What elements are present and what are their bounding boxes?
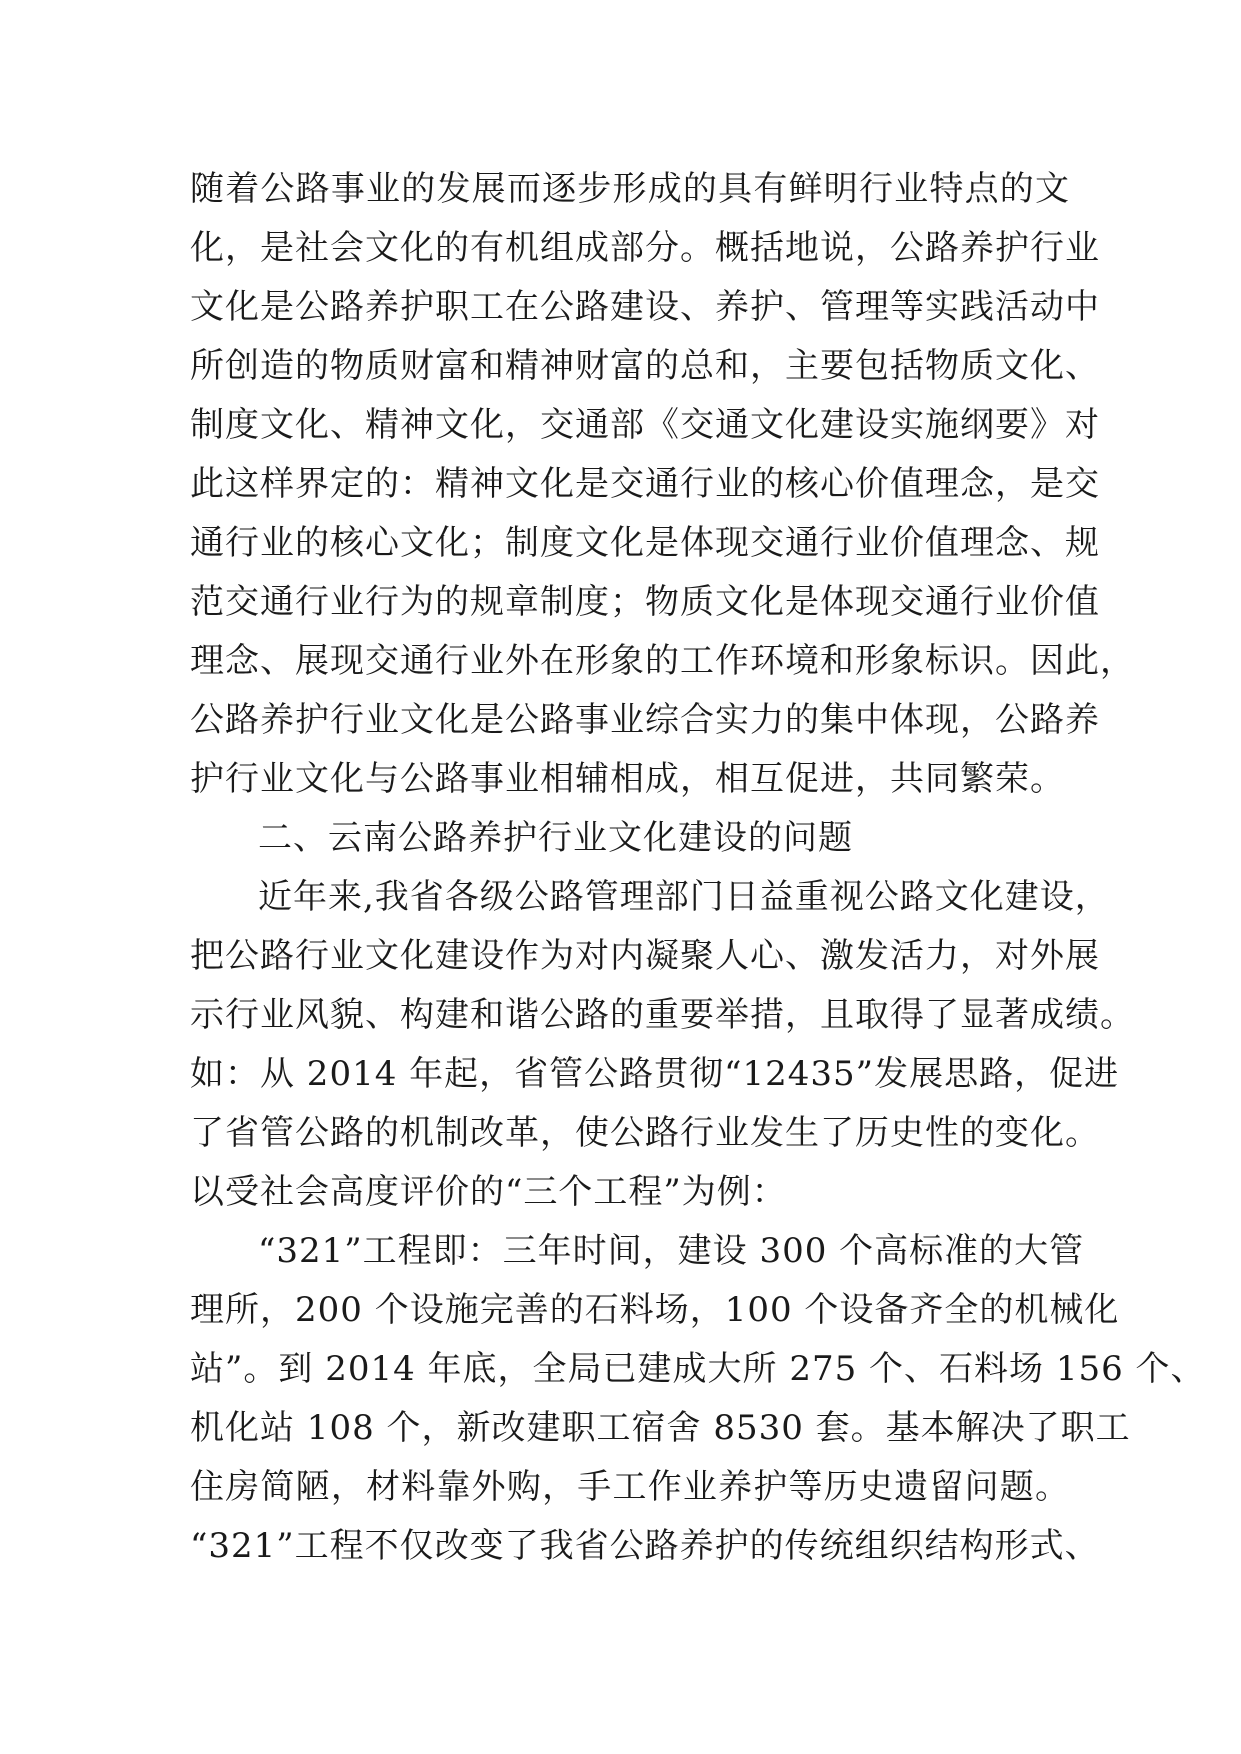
text-line: 文化是公路养护职工在公路建设、养护、管理等实践活动中 [190, 287, 1100, 327]
text-line: 理所，200 个设施完善的石料场，100 个设备齐全的机械化 [190, 1290, 1120, 1330]
text-line: 公路养护行业文化是公路事业综合实力的集中体现，公路养 [190, 700, 1100, 740]
text-line: 以受社会高度评价的“三个工程”为例： [190, 1172, 787, 1212]
text-line: 示行业风貌、构建和谐公路的重要举措，且取得了显著成绩。 [190, 995, 1135, 1035]
section-heading: 二、云南公路养护行业文化建设的问题 [258, 818, 853, 858]
text-line: 机化站 108 个，新改建职工宿舍 8530 套。基本解决了职工 [190, 1408, 1131, 1448]
text-line: 了省管公路的机制改革，使公路行业发生了历史性的变化。 [190, 1113, 1100, 1153]
text-line: 此这样界定的：精神文化是交通行业的核心价值理念，是交 [190, 464, 1100, 504]
text-line: 通行业的核心文化；制度文化是体现交通行业价值理念、规 [190, 523, 1100, 563]
text-line: 制度文化、精神文化，交通部《交通文化建设实施纲要》对 [190, 405, 1100, 445]
text-line: 把公路行业文化建设作为对内凝聚人心、激发活力，对外展 [190, 936, 1100, 976]
text-line: 化，是社会文化的有机组成部分。概括地说，公路养护行业 [190, 228, 1100, 268]
text-line: 理念、展现交通行业外在形象的工作环境和形象标识。因此， [190, 641, 1135, 681]
text-line: “321”工程即：三年时间，建设 300 个高标准的大管 [258, 1231, 1085, 1271]
text-line: 范交通行业行为的规章制度；物质文化是体现交通行业价值 [190, 582, 1100, 622]
text-line: 住房简陋，材料靠外购，手工作业养护等历史遗留问题。 [190, 1467, 1070, 1507]
body-text [190, 160, 1206, 1576]
text-line: 如：从 2014 年起，省管公路贯彻“12435”发展思路，促进 [190, 1054, 1120, 1094]
text-line: 站”。到 2014 年底，全局已建成大所 275 个、石料场 156 个、 [190, 1349, 1206, 1389]
text-line: 随着公路事业的发展而逐步形成的具有鲜明行业特点的文 [190, 169, 1070, 209]
text-line: “321”工程不仅改变了我省公路养护的传统组织结构形式、 [190, 1526, 1100, 1566]
text-line: 护行业文化与公路事业相辅相成，相互促进，共同繁荣。 [190, 759, 1065, 799]
text-line: 近年来,我省各级公路管理部门日益重视公路文化建设， [258, 877, 1110, 917]
text-line: 所创造的物质财富和精神财富的总和，主要包括物质文化、 [190, 346, 1100, 386]
